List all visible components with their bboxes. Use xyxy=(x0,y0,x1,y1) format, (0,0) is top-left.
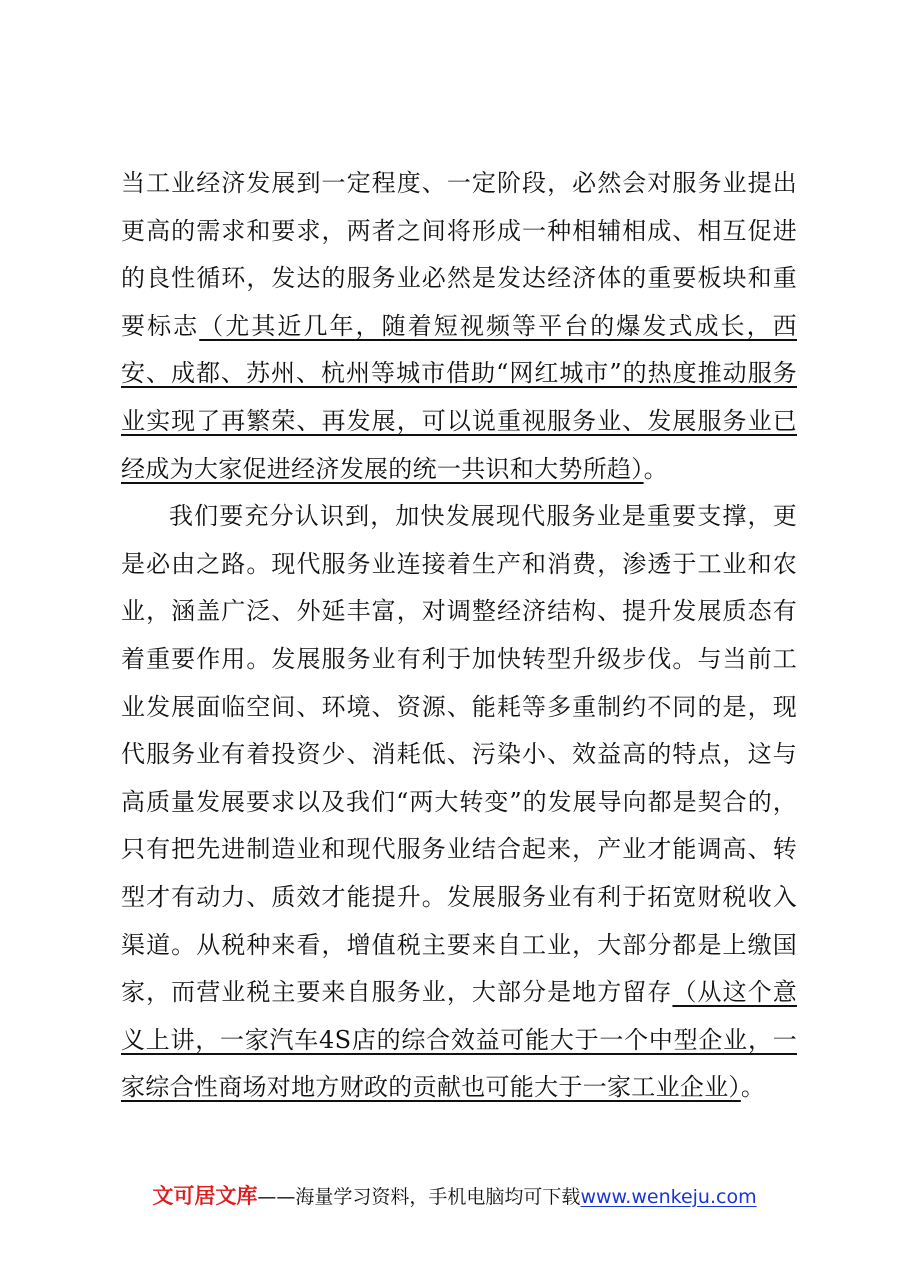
paragraph-1-tail: 。 xyxy=(643,454,668,483)
paragraph-1 xyxy=(121,160,797,493)
paragraph-1-text: 当工业经济发展到一定程度、一定阶段，必然会对服务业提出更高的需求和要求，两者之间将形成一种相辅相成、相互促进的良性循环，发达的服务业必然是发达经济体的重要板块和重要标志 xyxy=(121,169,797,340)
footer-slogan: ——海量学习资料，手机电脑均可下载 xyxy=(257,1186,581,1208)
document-body xyxy=(121,160,797,1112)
paragraph-2-text: 我们要充分认识到，加快发展现代服务业是重要支撑，更是必由之路。现代服务业连接着生产和消费，渗透于工业和农业，涵盖广泛、外延丰富，对调整经济结构、提升发展质态有着重要作用。发展服务业有利于加快转型升级步伐。与当前工业发展面临空间、环境、资源、能耗等多重制约不同的是，现代服务业有着投资少、消耗低、污染小、效益高的特点，这与高质量发展要求以及我们“两大转变”的发展导向都是契合的，只有把先进制造业和现代服务业结合起来，产业才能调高、转型才有动力、质效才能提升。发展服务业有利于拓宽财税收入渠道。从税种来看，增值税主要来自工业，大部分都是上缴国家，而营业税主要来自服务业，大部分是地方留存 xyxy=(121,502,797,1007)
paragraph-2 xyxy=(121,493,797,1112)
footer-brand: 文可居文库 xyxy=(152,1184,258,1208)
paragraph-2-underlined-note: （从这个意义上讲，一家汽车4S店的综合效益可能大于一个中型企业，一家综合性商场对地方财政的贡献也可能大于一家工业企业） xyxy=(121,978,797,1102)
footer-banner xyxy=(0,1180,909,1210)
paragraph-2-tail: 。 xyxy=(740,1073,766,1102)
paragraph-1-underlined-note: （尤其近几年，随着短视频等平台的爆发式成长，西安、成都、苏州、杭州等城市借助“网红城市”的热度推动服务业实现了再繁荣、再发展，可以说重视服务业、发展服务业已经成为大家促进经济发展的统一共识和大势所趋） xyxy=(121,311,797,483)
footer-site-link[interactable]: www.wenkeju.com xyxy=(580,1186,757,1208)
